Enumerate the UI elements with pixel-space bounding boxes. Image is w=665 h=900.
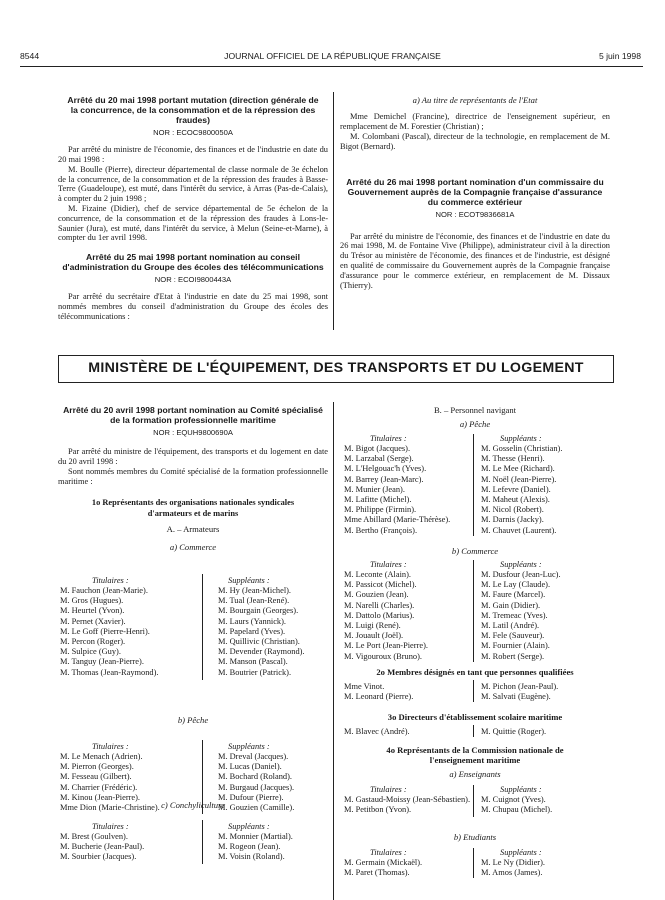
member-name: M. Amos (James). xyxy=(481,868,543,878)
nor-reference: NOR : ECOI9800443A xyxy=(154,275,232,285)
member-name: M. Fele (Sauveur). xyxy=(481,631,545,641)
member-name: M. Pernet (Xavier). xyxy=(60,616,126,626)
member-name: Mme Vinot. xyxy=(344,682,385,691)
member-name: M. Petitbon (Yvon). xyxy=(344,805,412,815)
member-name: M. Sourbier (Jacques). xyxy=(60,852,137,862)
column-label: Suppléants : xyxy=(500,785,542,794)
subsection-heading: a) Commerce xyxy=(169,542,217,552)
member-name: M. Gros (Hugues). xyxy=(60,596,124,606)
decree-paragraph: Sont nommés membres du Comité spécialisé de la formation professionnelle maritime : xyxy=(58,466,328,486)
nor-reference: NOR : ECOT9836681A xyxy=(435,210,515,220)
member-name: M. Gastaud-Moissy (Jean-Sébastien). xyxy=(344,795,471,804)
member-name: M. Dufour (Pierre). xyxy=(218,792,284,802)
decree-title-coface: Arrêté du 26 mai 1998 portant nomination d'un commissaire du Gouvernement auprès de la Compagnie française d'assurance du commerce extérieur xyxy=(346,177,604,208)
list-divider xyxy=(473,680,474,702)
member-name: M. Dreval (Jacques). xyxy=(218,752,289,761)
member-name: M. Papelard (Yves). xyxy=(218,626,286,636)
member-list xyxy=(60,832,144,863)
list-divider xyxy=(473,725,474,737)
decree-title-telecom: Arrêté du 25 mai 1998 portant nomination au conseil d'administration du Groupe des écoles des télécommunications xyxy=(62,252,324,273)
member-name: M. Chupau (Michel). xyxy=(481,805,553,815)
list-divider xyxy=(473,434,474,536)
decree-paragraph: Par arrêté du ministre de l'économie, des finances et de l'industrie en date du 20 mai 1998 : xyxy=(58,145,328,164)
member-list xyxy=(344,727,410,737)
member-name: M. Lefevre (Daniel). xyxy=(481,484,551,494)
member-name: M. Robert (Serge). xyxy=(481,651,545,661)
decree-paragraph: Par arrêté du ministre de l'équipement, des transports et du logement en date du 20 avril 1998 : xyxy=(58,447,328,466)
column-label: Titulaires : xyxy=(370,434,407,443)
member-name: M. Tual (Jean-René). xyxy=(218,596,290,606)
member-name: M. Jouault (Joël). xyxy=(344,631,404,641)
member-name: M. Luigi (René). xyxy=(344,621,401,631)
member-list xyxy=(481,682,558,702)
member-name: M. Bourgain (Georges). xyxy=(218,606,299,616)
member-name: M. Le Lay (Claude). xyxy=(481,580,551,590)
member-name: M. Bochard (Roland). xyxy=(218,772,292,782)
subsection-heading: a) Pêche xyxy=(459,419,491,429)
member-name: M. Bertho (François). xyxy=(344,525,418,535)
ministry-banner xyxy=(58,355,614,383)
subsection-heading: a) Au titre de représentants de l'Etat xyxy=(412,95,538,105)
member-name: M. Bigot (Jacques). xyxy=(344,444,411,453)
list-divider xyxy=(202,820,203,864)
page-number: 8544 xyxy=(20,51,40,61)
section-heading: 2o Membres désignés en tant que personnes qualifiées xyxy=(376,667,574,677)
member-list xyxy=(344,795,470,815)
member-name: M. Bucherie (Jean-Paul). xyxy=(60,842,145,852)
right-top-column xyxy=(340,95,610,290)
nor-reference: NOR : ECOC9800050A xyxy=(153,128,233,137)
member-list xyxy=(218,586,305,678)
member-name: M. Larzabal (Serge). xyxy=(344,454,414,464)
member-name: M. Burgaud (Jacques). xyxy=(218,782,295,792)
member-name: M. Hy (Jean-Michel). xyxy=(218,586,292,595)
member-name: M. Le Port (Jean-Pierre). xyxy=(344,641,428,651)
member-name: M. L'Helgouac'h (Yves). xyxy=(344,464,427,474)
column-divider-top xyxy=(333,92,334,330)
column-label: Titulaires : xyxy=(370,785,407,794)
subsection-heading xyxy=(58,800,328,810)
member-name: M. Pierron (Georges). xyxy=(60,762,134,772)
member-name: M. Fournier (Alain). xyxy=(481,641,550,651)
decree-paragraph: M. Colombani (Pascal), directeur de la technologie, en remplacement de M. Bigot (Bernard). xyxy=(340,131,610,151)
member-name: M. Heurtel (Yvon). xyxy=(60,606,125,616)
member-name: M. Tremeac (Yves). xyxy=(481,610,548,620)
subsection-heading: a) Enseignants xyxy=(449,769,501,779)
member-name: M. Paret (Thomas). xyxy=(344,868,410,878)
member-name: Mme Dion (Marie-Christine). xyxy=(60,803,160,813)
member-list xyxy=(344,444,450,536)
decree-paragraph: Par arrêté du secrétaire d'Etat à l'industrie en date du 25 mai 1998, sont nommés membres du conseil d'administration du Groupe des écoles des télécommunications : xyxy=(58,292,328,321)
member-name: Mme Abillard (Marie-Thérèse). xyxy=(344,515,451,525)
member-name: M. Le Mee (Richard). xyxy=(481,464,555,474)
member-name: M. Salvati (Eugène). xyxy=(481,692,551,702)
member-name: M. Maheut (Alexis). xyxy=(481,495,550,505)
decree-title-mutation: Arrêté du 20 mai 1998 portant mutation (direction générale de la concurrence, de la consommation et de la répression des fraudes) xyxy=(67,95,319,125)
member-list xyxy=(218,832,293,863)
subsection-heading: B. – Personnel navigant xyxy=(433,405,517,415)
member-name: M. Germain (Mickaël). xyxy=(344,858,423,867)
member-name: M. Quittie (Roger). xyxy=(481,727,547,736)
member-name: M. Narelli (Charles). xyxy=(344,600,415,610)
column-label: Titulaires : xyxy=(92,822,129,831)
member-name: M. Passicot (Michel). xyxy=(344,580,417,590)
column-label: Titulaires : xyxy=(92,576,129,585)
issue-date: 5 juin 1998 xyxy=(598,51,641,61)
member-name: M. Devender (Raymond). xyxy=(218,647,305,657)
member-name: M. Laurs (Yannick). xyxy=(218,616,287,626)
member-name: M. Dattolo (Marius). xyxy=(344,610,415,620)
journal-title: JOURNAL OFFICIEL DE LA RÉPUBLIQUE FRANÇAISE xyxy=(224,51,441,61)
list-divider xyxy=(473,848,474,878)
column-label: Suppléants : xyxy=(500,848,542,857)
member-name: M. Leconte (Alain). xyxy=(344,570,411,579)
member-name: M. Thomas (Jean-Raymond). xyxy=(60,667,159,677)
list-divider xyxy=(473,785,474,817)
member-name: M. Tanguy (Jean-Pierre). xyxy=(60,657,144,667)
column-label: Suppléants : xyxy=(228,822,270,831)
member-list xyxy=(344,570,428,662)
subsection-heading: b) Etudiants xyxy=(453,832,497,842)
nor-reference: NOR : EQUH9800690A xyxy=(153,428,233,437)
member-name: M. Le Goff (Pierre-Henri). xyxy=(60,626,150,636)
member-list xyxy=(60,586,158,678)
member-list xyxy=(481,858,545,878)
conchyliculture-label: c) Conchyliculture xyxy=(161,800,225,810)
column-label: Titulaires : xyxy=(370,848,407,857)
decree-title-comite: Arrêté du 20 avril 1998 portant nomination au Comité spécialisé de la formation professionnelle maritime xyxy=(63,405,323,425)
member-name: M. Munier (Jean). xyxy=(344,484,405,494)
member-name: M. Boutrier (Patrick). xyxy=(218,667,292,677)
member-name: M. Fauchon (Jean-Marie). xyxy=(60,586,148,595)
column-divider-bottom xyxy=(333,402,334,900)
subsection-heading: b) Pêche xyxy=(177,715,209,725)
ministry-title: MINISTÈRE DE L'ÉQUIPEMENT, DES TRANSPORTS ET DU LOGEMENT xyxy=(88,360,584,376)
column-label: Suppléants : xyxy=(500,434,542,443)
member-name: M. Cuignot (Yves). xyxy=(481,795,546,804)
member-name: M. Manson (Pascal). xyxy=(218,657,288,667)
member-name: M. Pichon (Jean-Paul). xyxy=(481,682,559,691)
member-name: M. Le Ny (Didier). xyxy=(481,858,545,867)
subsection-heading: A. – Armateurs xyxy=(166,523,220,534)
member-name: M. Gouzien (Jean). xyxy=(344,590,409,600)
member-name: M. Brest (Goulven). xyxy=(60,832,128,841)
member-name: M. Charrier (Frédéric). xyxy=(60,782,138,792)
column-label: Suppléants : xyxy=(228,742,270,751)
decree-paragraph: Par arrêté du ministre de l'économie, des finances et de l'industrie en date du 26 mai 1998, M. de Fontaine Vive (Philippe), administrateur civil à la direction du Trésor au ministère de l'économie, des finances et de l'industrie, est désigné en qualité de commissaire du Gouvernement auprès de la Compagnie française d'assurance pour le commerce extérieur, en remplacement de M. Dissaux (Thierry). xyxy=(340,231,610,290)
list-divider xyxy=(473,560,474,662)
member-name: M. Percon (Roger). xyxy=(60,637,126,647)
member-name: M. Gain (Didier). xyxy=(481,600,541,610)
member-name: M. Noël (Jean-Pierre). xyxy=(481,474,557,484)
member-name: M. Lafitte (Michel). xyxy=(344,495,412,505)
member-list xyxy=(344,682,413,702)
column-label: Suppléants : xyxy=(228,576,270,585)
list-divider xyxy=(202,574,203,680)
column-label: Titulaires : xyxy=(370,560,407,569)
member-name: M. Barrey (Jean-Marc). xyxy=(344,474,424,484)
member-list xyxy=(481,727,546,737)
member-name: M. Dusfour (Jean-Luc). xyxy=(481,570,561,579)
member-name: M. Gosselin (Christian). xyxy=(481,444,563,453)
member-name: M. Blavec (André). xyxy=(344,727,410,736)
member-name: M. Philippe (Firmin). xyxy=(344,505,417,515)
member-name: M. Rogeon (Jean). xyxy=(218,842,281,852)
member-name: M. Chauvet (Laurent). xyxy=(481,525,557,535)
member-name: M. Sulpice (Guy). xyxy=(60,647,121,657)
member-name: M. Darnis (Jacky). xyxy=(481,515,544,525)
member-name: M. Kinou (Jean-Pierre). xyxy=(60,792,141,802)
member-name: M. Quillivic (Christian). xyxy=(218,637,300,647)
member-list xyxy=(481,570,561,662)
member-name: M. Voisin (Roland). xyxy=(218,852,285,862)
member-name: M. Latil (André). xyxy=(481,621,540,631)
subsection-heading: b) Commerce xyxy=(451,546,499,556)
section-heading: 4o Représentants de la Commission nationale de l'enseignement maritime xyxy=(386,745,564,766)
column-label: Suppléants : xyxy=(500,560,542,569)
section-heading: 3o Directeurs d'établissement scolaire maritime xyxy=(387,712,563,722)
column-label: Titulaires : xyxy=(92,742,129,751)
member-name: M. Thesse (Henri). xyxy=(481,454,545,464)
member-name: M. Fesseau (Gilbert). xyxy=(60,772,132,782)
member-name: M. Monnier (Martial). xyxy=(218,832,293,841)
member-name: M. Vigouroux (Bruno). xyxy=(344,651,422,661)
member-name: M. Faure (Marcel). xyxy=(481,590,546,600)
member-list xyxy=(481,795,552,815)
member-name: M. Gouzien (Camille). xyxy=(218,803,295,813)
member-name: M. Le Menach (Adrien). xyxy=(60,752,143,761)
header-rule xyxy=(20,66,643,67)
member-list xyxy=(481,444,562,536)
decree-paragraph: M. Boulle (Pierre), directeur départemental de classe normale de 3e échelon de la concurrence, de la consommation et de la répression des fraudes à Basse-Terre (Guadeloupe), est muté, dans l'intérêt du service, à Arras (Pas-de-Calais), à compter du 2 juin 1998 ; xyxy=(58,164,328,204)
section-heading: 1o Représentants des organisations nationales syndicales d'armateurs et de marins xyxy=(91,498,295,518)
member-list xyxy=(344,858,422,878)
decree-paragraph: M. Fizaine (Didier), chef de service départemental de 5e échelon de la concurrence, de la consommation et de la répression des fraudes à Lons-le-Saunier (Jura), est muté, dans l'intérêt du service, à Melun (Seine-et-Marne), à compter du 1er avril 1998. xyxy=(58,203,328,243)
left-top-column xyxy=(58,95,328,322)
left-bottom-column xyxy=(58,405,328,552)
member-name: M. Lucas (Daniel). xyxy=(218,762,282,772)
member-name: M. Leonard (Pierre). xyxy=(344,692,414,702)
decree-paragraph: Mme Demichel (Francine), directrice de l'enseignement supérieur, en remplacement de M. Forestier (Christian) ; xyxy=(340,112,610,131)
member-name: M. Nicol (Robert). xyxy=(481,505,544,515)
